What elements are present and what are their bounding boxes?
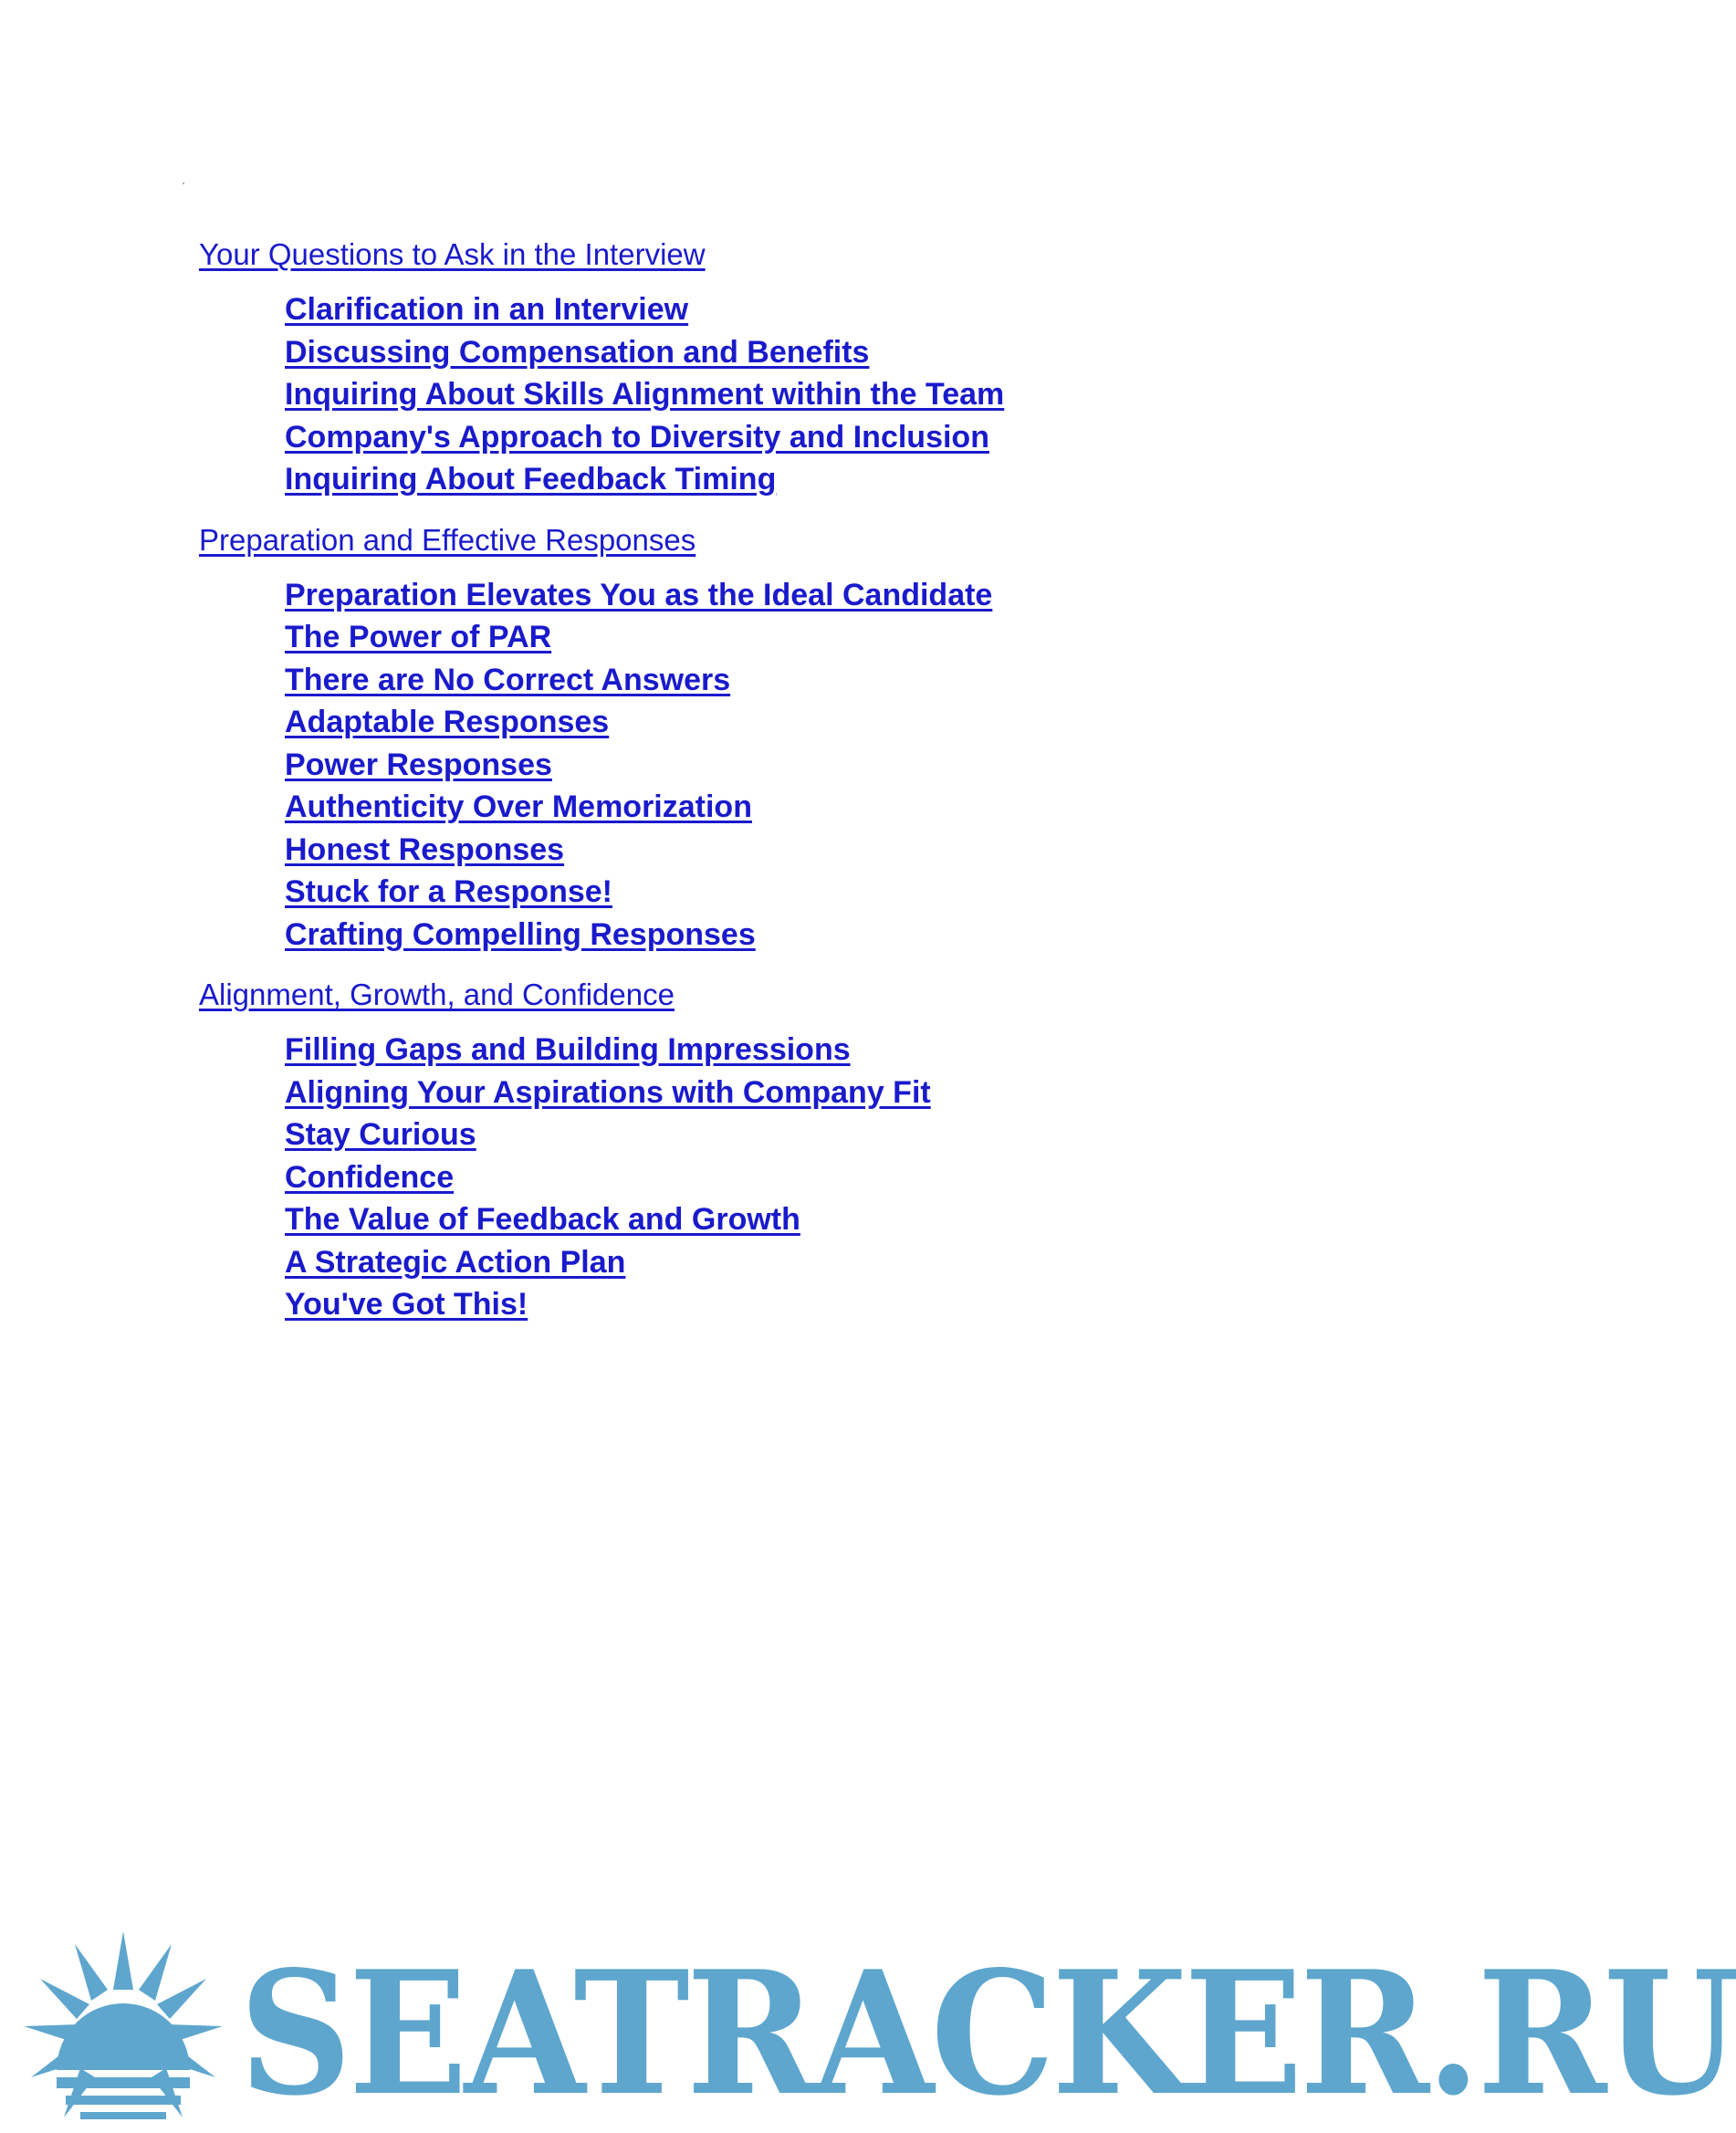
toc-item-link[interactable]: Inquiring About Feedback Timing <box>285 462 777 497</box>
page-mark <box>183 183 184 184</box>
toc-item <box>285 458 1386 501</box>
toc-item-link[interactable]: Authenticity Over Memorization <box>285 789 752 824</box>
toc-section-heading[interactable]: Preparation and Effective Responses <box>199 522 696 557</box>
toc-item-link[interactable]: Preparation Elevates You as the Ideal Candidate <box>285 577 993 612</box>
toc-section-heading[interactable]: Alignment, Growth, and Confidence <box>199 978 675 1011</box>
toc-item <box>285 331 1386 374</box>
toc-item <box>285 1072 1386 1114</box>
table-of-contents <box>199 234 1386 1344</box>
toc-item <box>285 786 1386 829</box>
toc-item <box>285 1198 1386 1241</box>
toc-item-link[interactable]: Company's Approach to Diversity and Inclusion <box>285 419 989 455</box>
toc-item <box>285 373 1386 416</box>
toc-item-link[interactable]: Discussing Compensation and Benefits <box>285 334 870 370</box>
toc-item-link[interactable]: Filling Gaps and Building Impressions <box>285 1032 851 1067</box>
toc-item <box>285 914 1386 957</box>
toc-item <box>285 871 1386 914</box>
toc-item <box>285 1156 1386 1199</box>
toc-item-link[interactable]: There are No Correct Answers <box>285 662 731 697</box>
sun-icon <box>0 1917 246 2132</box>
toc-item-link[interactable]: Power Responses <box>285 747 552 782</box>
toc-item-link[interactable]: Stay Curious <box>285 1117 476 1152</box>
toc-item <box>285 1029 1386 1072</box>
toc-item <box>285 744 1386 787</box>
toc-item-list <box>199 1029 1386 1326</box>
toc-item-link[interactable]: Inquiring About Skills Alignment within the Team <box>285 377 1005 412</box>
toc-item <box>285 659 1386 702</box>
toc-section <box>199 974 1386 1326</box>
toc-item <box>285 616 1386 659</box>
toc-item <box>285 574 1386 617</box>
toc-item-link[interactable]: Confidence <box>285 1159 455 1195</box>
toc-section <box>199 234 1386 501</box>
toc-section <box>199 519 1386 957</box>
toc-item <box>285 1283 1386 1326</box>
toc-item <box>285 416 1386 459</box>
toc-item <box>285 1241 1386 1284</box>
toc-item-link[interactable]: Aligning Your Aspirations with Company Fit <box>285 1074 931 1110</box>
toc-item-link[interactable]: You've Got This! <box>285 1287 528 1322</box>
toc-item-link[interactable]: Adaptable Responses <box>285 705 610 739</box>
toc-item <box>285 701 1386 744</box>
toc-item-link[interactable]: A Strategic Action Plan <box>285 1244 626 1280</box>
toc-item <box>285 288 1386 331</box>
toc-item-link[interactable]: Crafting Compelling Responses <box>285 916 756 952</box>
watermark-text: SEATRACKER.RU <box>239 1933 1736 2133</box>
toc-item-link[interactable]: Honest Responses <box>285 831 565 867</box>
toc-item-link[interactable]: Stuck for a Response! <box>285 874 612 909</box>
toc-item-link[interactable]: Clarification in an Interview <box>285 292 689 327</box>
toc-item-link[interactable]: The Power of PAR <box>285 620 552 654</box>
toc-item-list <box>199 288 1386 501</box>
toc-item <box>285 1114 1386 1156</box>
toc-item <box>285 829 1386 872</box>
toc-item-list <box>199 574 1386 957</box>
toc-item-link[interactable]: The Value of Feedback and Growth <box>285 1202 800 1237</box>
toc-section-heading[interactable]: Your Questions to Ask in the Interview <box>199 237 706 271</box>
